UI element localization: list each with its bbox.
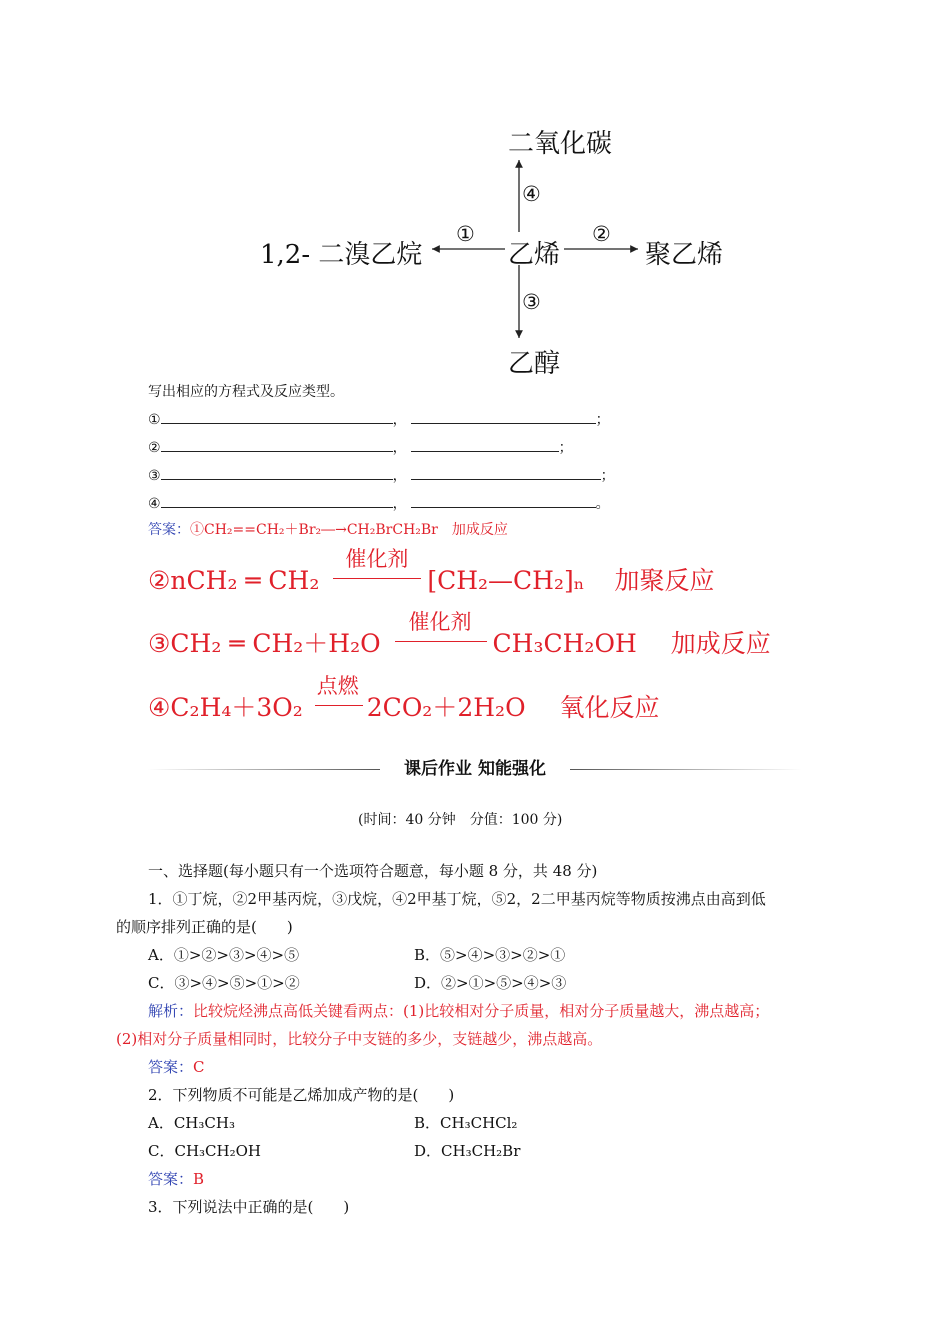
q1-option-a: A．①>②>③>④>⑤ [148,946,300,964]
part1-heading: 一、选择题(每小题只有一个选项符合题意，每小题 8 分，共 48 分) [148,862,598,880]
q1-analysis-line1: 解析：比较烷烃沸点高低关键看两点：(1)比较相对分子质量，相对分子质量越大，沸点越高； [148,1002,770,1020]
node-ethene: 乙烯 [508,240,561,270]
answer-1: 答案：①CH₂==CH₂＋Br₂―→CH₂BrCH₂Br 加成反应 [148,522,508,538]
q1-option-d: D．②>①>⑤>④>③ [414,974,567,992]
eq4-condition: 点燃 [316,674,359,698]
node-ethanol: 乙醇 [508,349,561,379]
blank-line-2: ② ， ； [148,436,573,458]
node-polyethylene: 聚乙烯 [645,240,724,270]
eq3-condition: 催化剂 [408,610,472,634]
q1-stem-line2: 的顺序排列正确的是( ) [116,918,293,936]
equation-3: ③CH₂ ═ CH₂＋H₂O 催化剂 CH₃CH₂OH 加成反应 [148,628,771,660]
divider-left [148,769,380,770]
label-1: ① [456,222,475,246]
node-dibromoethane: 1,2- 二溴乙烷 [260,240,423,270]
q1-answer: 答案：C [148,1058,205,1076]
q2-option-a: A．CH₃CH₃ [148,1114,235,1132]
q1-option-b: B．⑤>④>③>②>① [414,946,566,964]
q1-option-c: C．③>④>⑤>①>② [148,974,300,992]
time-info: (时间：40 分钟 分值：100 分) [358,812,563,828]
q2-option-b: B．CH₃CHCl₂ [414,1114,518,1132]
label-4: ④ [522,182,541,206]
label-3: ③ [522,290,541,314]
q2-option-c: C．CH₃CH₂OH [148,1142,261,1160]
equation-4: ④C₂H₄＋3O₂ 点燃 2CO₂＋2H₂O 氧化反应 [148,692,660,724]
q2-answer: 答案：B [148,1170,205,1188]
blank-line-1: ① ， ； [148,408,610,430]
q1-analysis-line2: (2)相对分子质量相同时，比较分子中支链的多少，支链越少，沸点越高。 [116,1030,603,1048]
diagram-arrows [0,0,950,380]
node-co2: 二氧化碳 [508,129,613,159]
q1-stem-line1: 1．①丁烷，②2甲基丙烷，③戊烷，④2甲基丁烷，⑤2，2二甲基丙烷等物质按沸点由高到低 [148,890,766,908]
label-2: ② [592,222,611,246]
q2-option-d: D．CH₃CH₂Br [414,1142,521,1160]
blank-line-4: ④ ， 。 [148,492,610,514]
q2-stem: 2．下列物质不可能是乙烯加成产物的是( ) [148,1086,455,1104]
blank-line-3: ③ ， ； [148,464,615,486]
prompt-text: 写出相应的方程式及反应类型。 [148,384,344,400]
section-title: 课后作业 知能强化 [404,759,546,779]
eq2-condition: 催化剂 [345,547,409,571]
divider-right [570,769,802,770]
q3-stem: 3．下列说法中正确的是( ) [148,1198,350,1216]
equation-2: ②nCH₂ ═ CH₂ 催化剂 [CH₂—CH₂]ₙ 加聚反应 [148,565,715,597]
